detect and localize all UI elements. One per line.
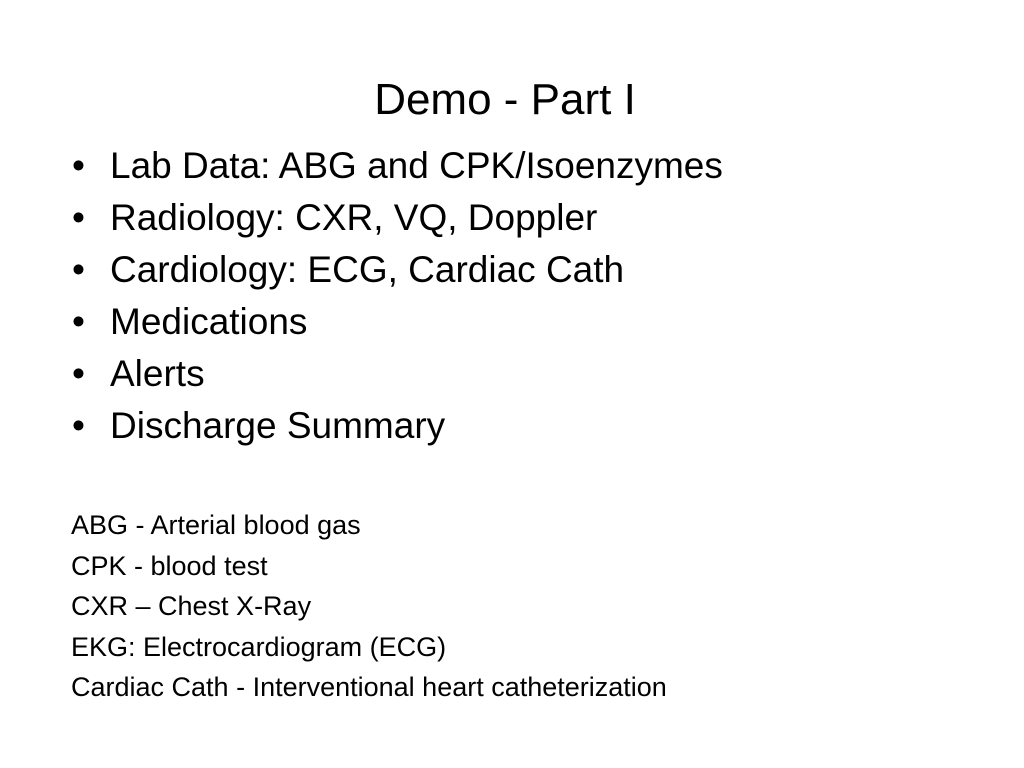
bullet-icon: • [72,145,85,186]
bullet-item-medications [72,296,723,348]
abbreviation-notes [71,505,667,708]
bullet-icon: • [72,301,85,342]
bullet-icon: • [72,197,85,238]
note-cpk: CPK - blood test [71,550,268,581]
note-abg: ABG - Arterial blood gas [71,510,361,540]
bullet-item-discharge-summary [72,400,723,452]
slide-title: Demo - Part I [374,75,636,124]
bullet-item-cardiology [72,244,723,296]
note-cardiac-cath: Cardiac Cath - Interventional heart catheterization [71,672,667,702]
bullet-label: Medications [110,301,308,342]
bullet-item-radiology [72,192,723,244]
bullet-list [72,140,723,452]
note-cxr: CXR – Chest X-Ray [71,591,312,621]
bullet-item-alerts [72,348,723,400]
bullet-icon: • [72,405,85,446]
bullet-icon: • [72,353,85,394]
bullet-label: Cardiology: ECG, Cardiac Cath [110,249,625,290]
bullet-label: Lab Data: ABG and CPK/Isoenzymes [110,145,723,186]
bullet-icon: • [72,249,85,290]
bullet-label: Radiology: CXR, VQ, Doppler [110,197,598,238]
bullet-item-lab-data [72,140,723,192]
bullet-label: Alerts [110,353,205,394]
bullet-label: Discharge Summary [110,405,446,446]
note-ekg: EKG: Electrocardiogram (ECG) [71,631,447,662]
